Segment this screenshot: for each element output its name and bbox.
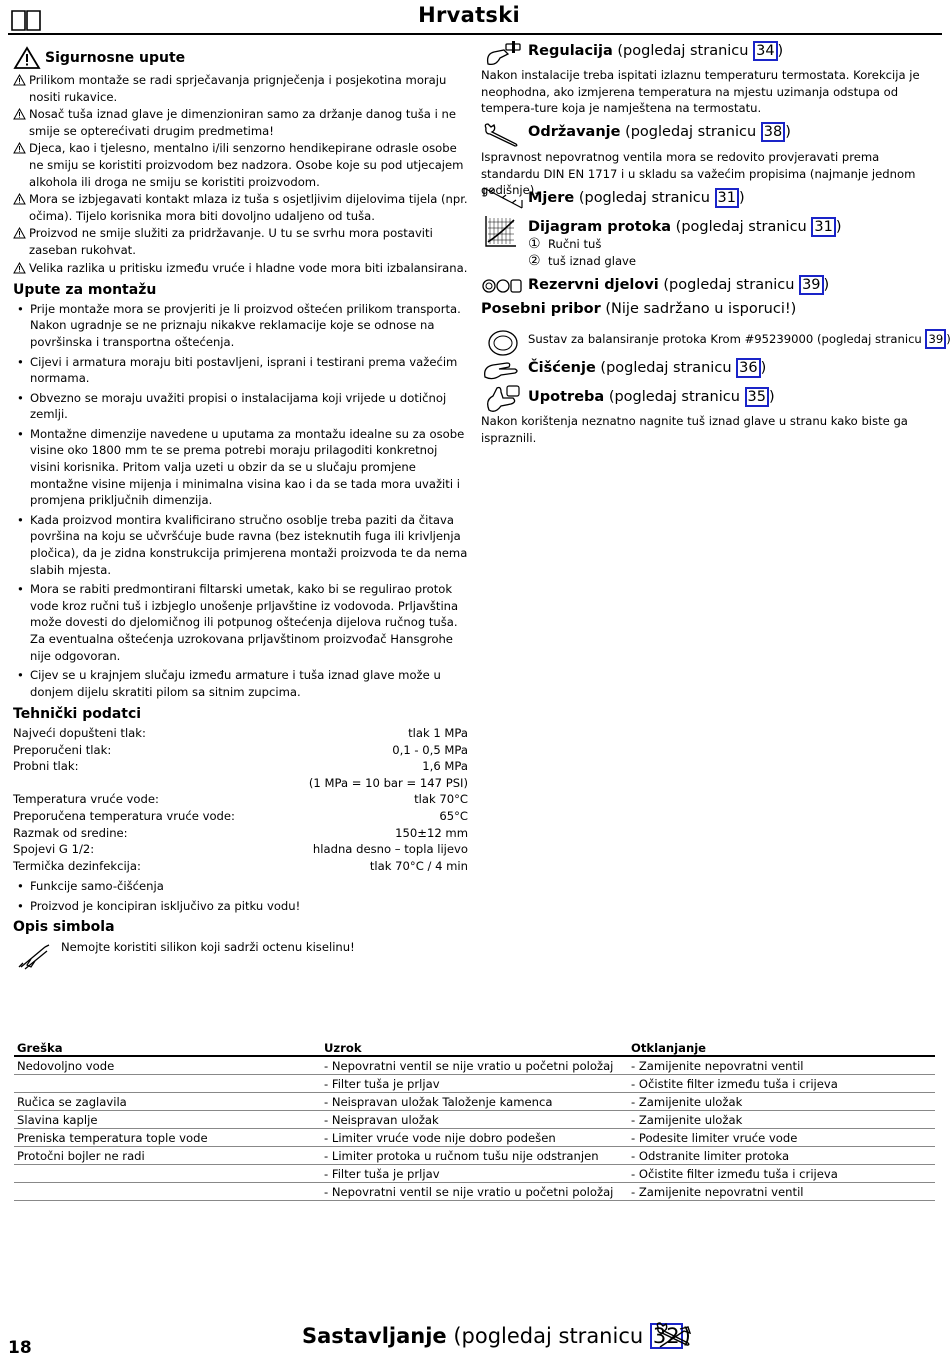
safety-item xyxy=(13,260,468,279)
regulation-heading xyxy=(528,41,783,61)
mounting-item: • Cijev se u krajnjem slučaju između armature i tuša iznad glave može u donjem dijelu skratiti pilom sa sitnim zupcima. xyxy=(13,667,468,700)
flow-legend-item-2 xyxy=(528,253,636,270)
safety-item-text: Mora se izbjegavati kontakt mlaza iz tuša s osjetljivim dijelovima tijela (npr. očima). Tijelo korisnika mora biti dovoljno udaljeno od tuša. xyxy=(29,192,468,223)
troubleshooting-body xyxy=(14,1056,935,1201)
assembly-title: Sastavljanje xyxy=(302,1324,447,1348)
flow-legend-item-1 xyxy=(528,236,636,253)
technical-bullets xyxy=(13,878,468,914)
technical-row xyxy=(13,825,468,842)
symbol-row xyxy=(13,941,468,971)
cleaning-heading xyxy=(528,358,766,378)
troubleshooting-table xyxy=(14,1041,935,1201)
technical-row xyxy=(13,791,468,808)
cleaning-hand-icon xyxy=(481,355,523,383)
cleaning-close: ) xyxy=(760,360,767,376)
safety-item-text: Prilikom montaže se radi sprječavanja prignječenja i posjekotina moraju nositi rukavice. xyxy=(29,73,447,104)
accessory-page-link[interactable]: 39 xyxy=(925,329,946,349)
dimensions-title: Mjere xyxy=(528,190,575,206)
table-row xyxy=(14,1056,935,1075)
accessory-item-text: Sustav za balansiranje protoka Krom #95239000 (pogledaj stranicu xyxy=(528,332,922,346)
mounting-item: • Cijevi i armatura moraju biti postavljeni, isprani i testirani prema važećim normama. xyxy=(13,354,468,387)
safety-item-text: Velika razlika u pritisku između vruće i hladne vode mora biti izbalansirana. xyxy=(29,260,468,275)
safety-item xyxy=(13,72,468,105)
remedy-cell: - Zamijenite uložak xyxy=(628,1111,935,1129)
technical-row xyxy=(13,758,468,775)
usage-hand-icon xyxy=(483,384,523,414)
table-row xyxy=(14,1093,935,1111)
maintenance-text: Ispravnost nepovratnog ventila mora se redovito provjeravati prema standardu DIN EN 1717 i u skladu sa važećim propisima (najmanje jednom godišnje). xyxy=(481,150,916,198)
error-cell xyxy=(14,1183,321,1201)
technical-value: tlak 70°C / 4 min xyxy=(369,858,468,873)
table-row xyxy=(14,1165,935,1183)
spare-page-link[interactable]: 39 xyxy=(799,275,823,295)
mounting-item: • Montažne dimenzije navedene u uputama za montažu idealne su za osobe visine oko 1800 mm te se prema potrebi moraju prilagoditi konkretnoj visini korisnika. Pritom valja uzeti u obzir da se u slučaju promjene montažne visine mijenja i minimalna visina kao i da se tada mora uvažiti i promjena priključnih dimenzija. xyxy=(13,426,468,509)
technical-bullet: • Proizvod je koncipiran isključivo za pitku vodu! xyxy=(13,898,468,915)
safety-title: Sigurnosne upute xyxy=(45,49,186,66)
mounting-item: • Prije montaže mora se provjeriti je li proizvod oštećen prilikom transporta. Nakon ugradnje se ne priznaju nikakve reklamacije koje se odnose na površinska i transportna oštećenja. xyxy=(13,301,468,351)
technical-row xyxy=(13,775,468,792)
flow-legend-num: ① xyxy=(528,236,541,252)
regulation-ref: (pogledaj stranicu xyxy=(617,43,749,59)
warning-icon xyxy=(13,74,27,91)
table-row xyxy=(14,1129,935,1147)
technical-value: 150±12 mm xyxy=(395,825,468,840)
technical-row xyxy=(13,808,468,825)
column-header-remedy: Otklanjanje xyxy=(628,1041,935,1056)
thermometer-hand-icon xyxy=(482,40,524,70)
wrench-icon xyxy=(482,122,522,148)
accessory-close: ) xyxy=(946,332,951,346)
assembly-heading xyxy=(302,1323,691,1349)
accessory-note: (Nije sadržano u isporuci!) xyxy=(605,301,797,317)
flow-legend-num: ② xyxy=(528,252,541,269)
maintenance-close: ) xyxy=(785,124,791,140)
assembly-page-link[interactable]: 32 xyxy=(650,1323,683,1349)
remedy-cell: - Odstranite limiter protoka xyxy=(628,1147,935,1165)
regulation-text: Nakon instalacije treba ispitati izlaznu temperaturu termostata. Korekcija je neophodna, ako izmjerena temperatura na mjestu uzimanja odstupa od tempera-ture koja je namještena na termostatu. xyxy=(481,68,920,116)
flow-legend xyxy=(528,236,636,269)
cleaning-ref: (pogledaj stranicu xyxy=(600,360,732,376)
usage-ref: (pogledaj stranicu xyxy=(608,389,740,405)
technical-value: 0,1 - 0,5 MPa xyxy=(392,742,468,757)
usage-text: Nakon korištenja neznatno nagnite tuš iznad glave u stranu kako biste ga ispraznili. xyxy=(481,414,908,445)
dimensions-heading xyxy=(528,188,745,208)
technical-table xyxy=(13,725,468,874)
flow-balancer-icon xyxy=(484,328,522,358)
cause-cell: - Filter tuša je prljav xyxy=(321,1075,628,1093)
remedy-cell: - Podesite limiter vruće vode xyxy=(628,1129,935,1147)
warning-icon xyxy=(13,46,41,70)
usage-page-link[interactable]: 35 xyxy=(745,387,769,407)
tools-icon xyxy=(654,1321,694,1351)
regulation-title: Regulacija xyxy=(528,43,613,59)
accessory-heading xyxy=(481,301,796,317)
flow-page-link[interactable]: 31 xyxy=(811,217,835,237)
spare-ref: (pogledaj stranicu xyxy=(663,277,795,293)
safety-list xyxy=(13,72,468,278)
technical-value: (1 MPa = 10 bar = 147 PSI) xyxy=(308,775,468,790)
technical-row xyxy=(13,725,468,742)
flow-ref: (pogledaj stranicu xyxy=(675,219,807,235)
maintenance-ref: (pogledaj stranicu xyxy=(625,124,757,140)
spare-title: Rezervni djelovi xyxy=(528,277,659,293)
symbol-description: Nemojte koristiti silikon koji sadrži octenu kiselinu! xyxy=(61,940,355,955)
cause-cell: - Neispravan uložak Taloženje kamenca xyxy=(321,1093,628,1111)
safety-item xyxy=(13,140,468,190)
table-row xyxy=(14,1147,935,1165)
mounting-item: • Mora se rabiti predmontirani filtarski umetak, kako bi se regulirao protok vode kroz ručni tuš i izbjeglo unošenje prljavštine iz vodovoda. Prljavština može dovesti do djelomičnog ili potpunog oštećenja dijelova ručnog tuša. Za eventualna oštećenja uzrokovana prljavštinom proizvođač Hansgrohe nije odgovoran. xyxy=(13,581,468,664)
table-row xyxy=(14,1111,935,1129)
mounting-item: • Kada proizvod montira kvalificirano stručno osoblje treba paziti da čitava površina na koju se učvršćuje bude ravna (bez isteknutih fuga ili krivljenja pločica), da je zidna konstrukcija primjerena montaži proizvoda te da nema slabih mjesta. xyxy=(13,512,468,578)
mounting-item: • Obvezno se moraju uvažiti propisi o instalacijama koji vrijede u dotičnoj zemlji. xyxy=(13,390,468,423)
technical-label: Spojevi G 1/2: xyxy=(13,842,95,857)
safety-item-text: Proizvod ne smije služiti za pridržavanje. U tu se svrhu mora postaviti zaseban rukohvat. xyxy=(29,226,433,257)
technical-label: Temperatura vruće vode: xyxy=(13,792,159,807)
maintenance-heading xyxy=(528,122,791,142)
error-cell: Preniska temperatura tople vode xyxy=(14,1129,321,1147)
regulation-page-link[interactable]: 34 xyxy=(753,41,777,61)
flow-legend-label: tuš iznad glave xyxy=(547,253,637,268)
technical-value: 65°C xyxy=(439,808,468,823)
left-column xyxy=(13,46,468,971)
warning-icon xyxy=(13,142,27,159)
safety-item-text: Djeca, kao i tjelesno, mentalno i/ili senzorno hendikepirane odrasle osobe ne smiju se koristiti proizvodom bez nadzora. Osobe koje su pod utjecajem alkohola ili droga ne smiju se koristiti proizvodom. xyxy=(29,141,464,189)
table-row xyxy=(14,1075,935,1093)
page-title: Hrvatski xyxy=(418,3,520,27)
cleaning-page-link[interactable]: 36 xyxy=(736,358,760,378)
cause-cell: - Neispravan uložak xyxy=(321,1111,628,1129)
safety-item xyxy=(13,106,468,139)
usage-close: ) xyxy=(768,389,775,405)
warning-icon xyxy=(13,108,27,125)
accessory-item xyxy=(528,329,951,349)
remedy-cell: - Očistite filter između tuša i crijeva xyxy=(628,1075,935,1093)
technical-label: Najveći dopušteni tlak: xyxy=(13,725,146,740)
usage-title: Upotreba xyxy=(528,389,605,405)
technical-label: Probni tlak: xyxy=(13,759,79,774)
technical-bullet: • Funkcije samo-čišćenja xyxy=(13,878,468,895)
assembly-ref: (pogledaj stranicu xyxy=(453,1324,644,1348)
spare-heading xyxy=(528,275,829,295)
technical-label: Razmak od sredine: xyxy=(13,825,128,840)
accessory-title: Posebni pribor xyxy=(481,301,601,317)
technical-row xyxy=(13,742,468,759)
error-cell xyxy=(14,1165,321,1183)
spare-close: ) xyxy=(823,277,830,293)
flow-diagram-icon xyxy=(484,214,518,248)
cause-cell: - Nepovratni ventil se nije vratio u početni položaj xyxy=(321,1056,628,1075)
page-number: 18 xyxy=(8,1338,32,1358)
maintenance-title: Održavanje xyxy=(528,124,621,140)
header-rule xyxy=(8,33,942,35)
warning-icon xyxy=(13,262,27,279)
technical-value: tlak 1 MPa xyxy=(408,725,468,740)
dimensions-icon xyxy=(482,184,524,210)
dimensions-ref: (pogledaj stranicu xyxy=(578,190,710,206)
maintenance-page-link[interactable]: 38 xyxy=(761,122,785,142)
mounting-title: Upute za montažu xyxy=(13,282,157,299)
cause-cell: - Limiter vruće vode nije dobro podešen xyxy=(321,1129,628,1147)
remedy-cell: - Zamijenite nepovratni ventil xyxy=(628,1056,935,1075)
assembly-close: ) xyxy=(682,1324,691,1348)
flow-close: ) xyxy=(835,219,842,235)
warning-icon xyxy=(13,227,27,244)
cause-cell: - Filter tuša je prljav xyxy=(321,1165,628,1183)
technical-row xyxy=(13,858,468,875)
column-header-cause: Uzrok xyxy=(321,1041,628,1056)
error-cell: Slavina kaplje xyxy=(14,1111,321,1129)
safety-item xyxy=(13,191,468,224)
dimensions-page-link[interactable]: 31 xyxy=(715,188,739,208)
silicone-gun-icon xyxy=(17,941,51,971)
error-cell: Nedovoljno vode xyxy=(14,1056,321,1075)
remedy-cell: - Zamijenite uložak xyxy=(628,1093,935,1111)
safety-heading xyxy=(13,46,468,70)
technical-label: Preporučeni tlak: xyxy=(13,742,112,757)
error-cell: Ručica se zaglavila xyxy=(14,1093,321,1111)
column-header-error: Greška xyxy=(14,1041,321,1056)
cause-cell: - Nepovratni ventil se nije vratio u početni položaj xyxy=(321,1183,628,1201)
safety-item-text: Nosač tuša iznad glave je dimenzioniran samo za držanje danog tuša i ne smije se opterećivati drugim predmetima! xyxy=(29,107,456,138)
mounting-list xyxy=(13,301,468,701)
table-header-row xyxy=(14,1041,935,1056)
flow-legend-label: Ručni tuš xyxy=(547,237,602,251)
table-row xyxy=(14,1183,935,1201)
cause-cell: - Limiter protoka u ručnom tušu nije odstranjen xyxy=(321,1147,628,1165)
remedy-cell: - Očistite filter između tuša i crijeva xyxy=(628,1165,935,1183)
usage-heading xyxy=(528,387,775,407)
technical-value: hladna desno – topla lijevo xyxy=(312,842,468,857)
error-cell: Protočni bojler ne radi xyxy=(14,1147,321,1165)
technical-value: 1,6 MPa xyxy=(422,759,468,774)
safety-item xyxy=(13,225,468,258)
technical-row xyxy=(13,841,468,858)
technical-value: tlak 70°C xyxy=(414,792,468,807)
symbols-title: Opis simbola xyxy=(13,918,115,935)
technical-label: Preporučena temperatura vruće vode: xyxy=(13,808,235,823)
flow-title: Dijagram protoka xyxy=(528,219,672,235)
book-icon xyxy=(10,8,42,32)
spare-parts-icon xyxy=(481,276,523,296)
regulation-close: ) xyxy=(777,43,784,59)
flow-heading xyxy=(528,217,841,237)
warning-icon xyxy=(13,193,27,210)
technical-label: Termička dezinfekcija: xyxy=(13,858,141,873)
technical-title: Tehnički podatci xyxy=(13,706,142,723)
error-cell xyxy=(14,1075,321,1093)
remedy-cell: - Zamijenite nepovratni ventil xyxy=(628,1183,935,1201)
cleaning-title: Čišćenje xyxy=(528,360,596,376)
dimensions-close: ) xyxy=(738,190,745,206)
